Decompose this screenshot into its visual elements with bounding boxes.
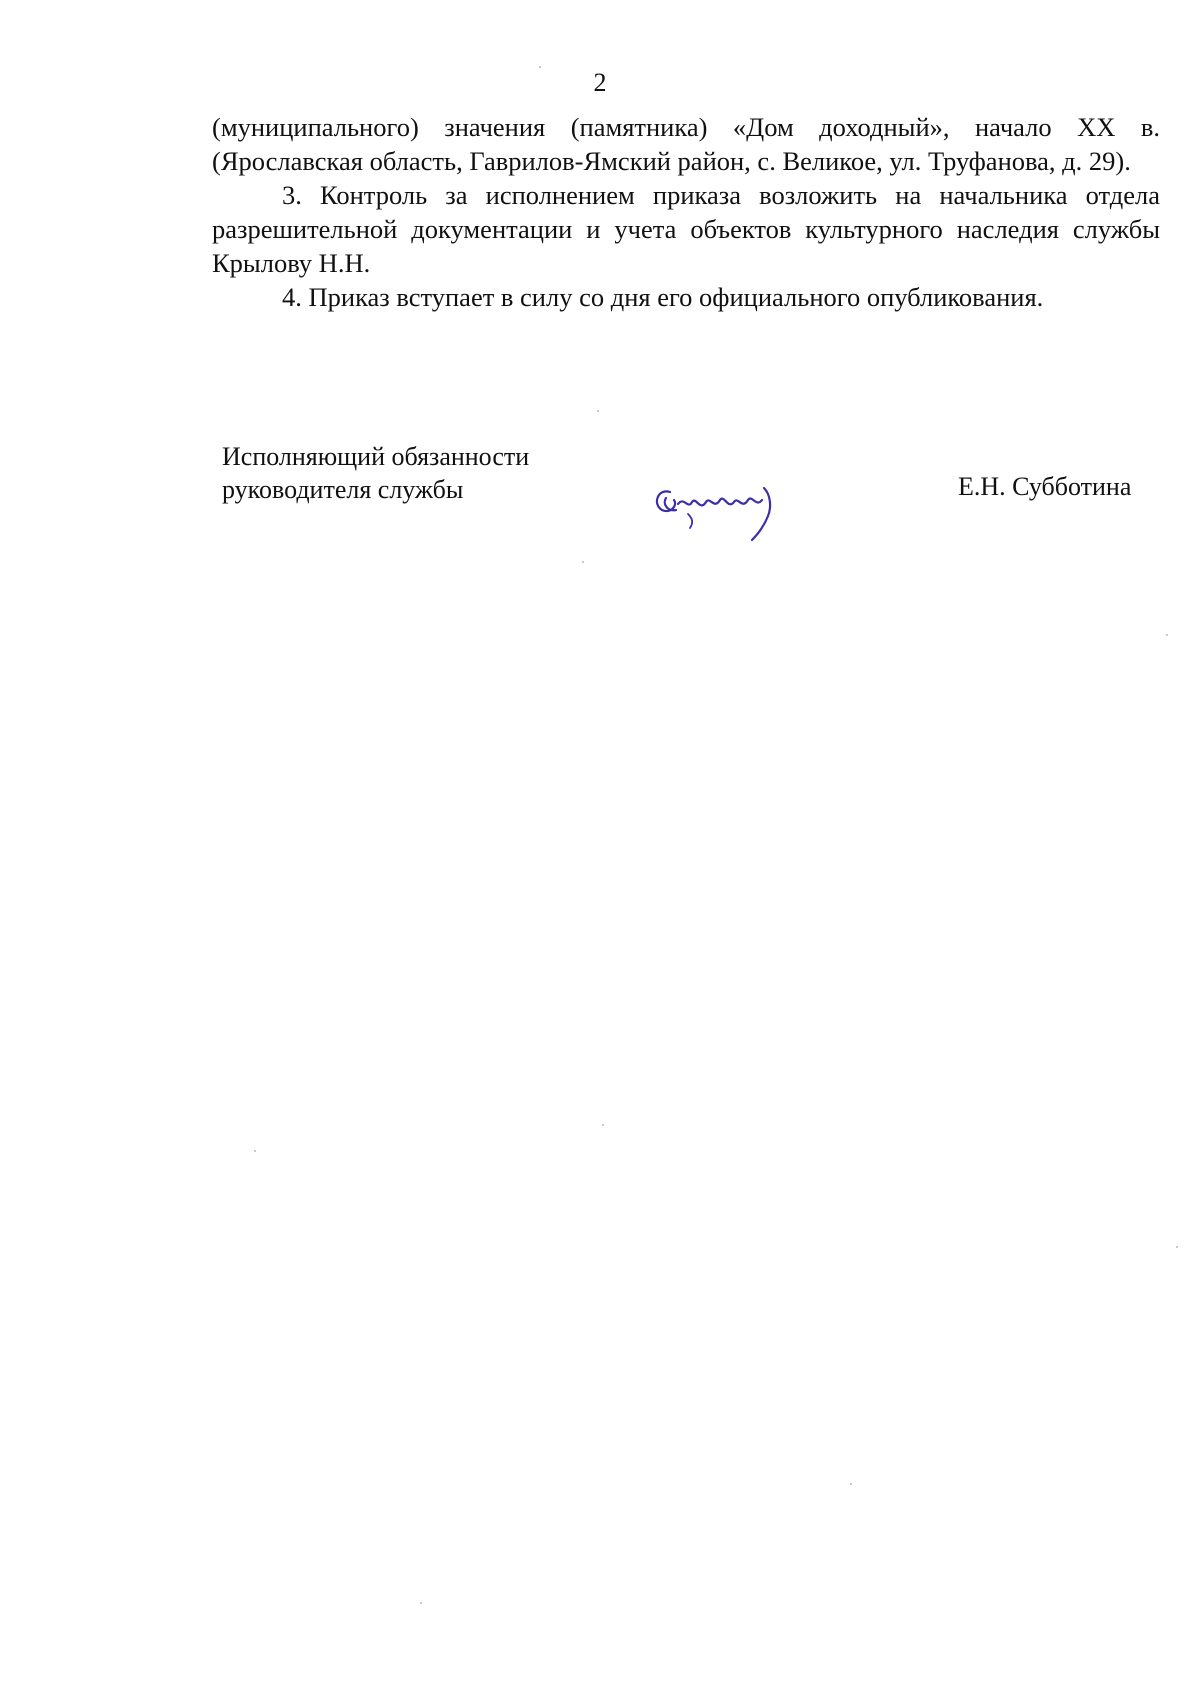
signer-name: Е.Н. Субботина (958, 472, 1132, 501)
paragraph-continuation: (муниципального) значения (памятника) «Дом доходный», начало XX в. (Ярославская область, Гаврилов-Ямский район, с. Великое, ул. Труфанова, д. 29). (212, 112, 1160, 176)
handwritten-signature (648, 470, 798, 542)
paragraph-item-3: 3. Контроль за исполнением приказа возложить на начальника отдела разрешительной документации и учета объектов культурного наследия службы Крылову Н.Н. (212, 180, 1160, 278)
scan-speck (597, 410, 599, 412)
scan-speck (420, 1602, 422, 1604)
paragraph-item-4: 4. Приказ вступает в силу со дня его официального опубликования. (282, 282, 1044, 312)
position-line-2: руководителя службы (222, 475, 464, 504)
position-line-1: Исполняющий обязанности (222, 442, 530, 471)
scan-speck (1176, 1246, 1178, 1248)
scan-speck (1166, 634, 1168, 636)
scan-speck (254, 1150, 256, 1152)
scan-speck (850, 1483, 852, 1485)
page-number: 2 (593, 68, 607, 97)
document-body (212, 110, 1160, 314)
scan-speck (582, 561, 584, 563)
scan-speck (539, 66, 541, 68)
signatory-position (222, 440, 529, 506)
scan-speck (602, 1124, 604, 1126)
